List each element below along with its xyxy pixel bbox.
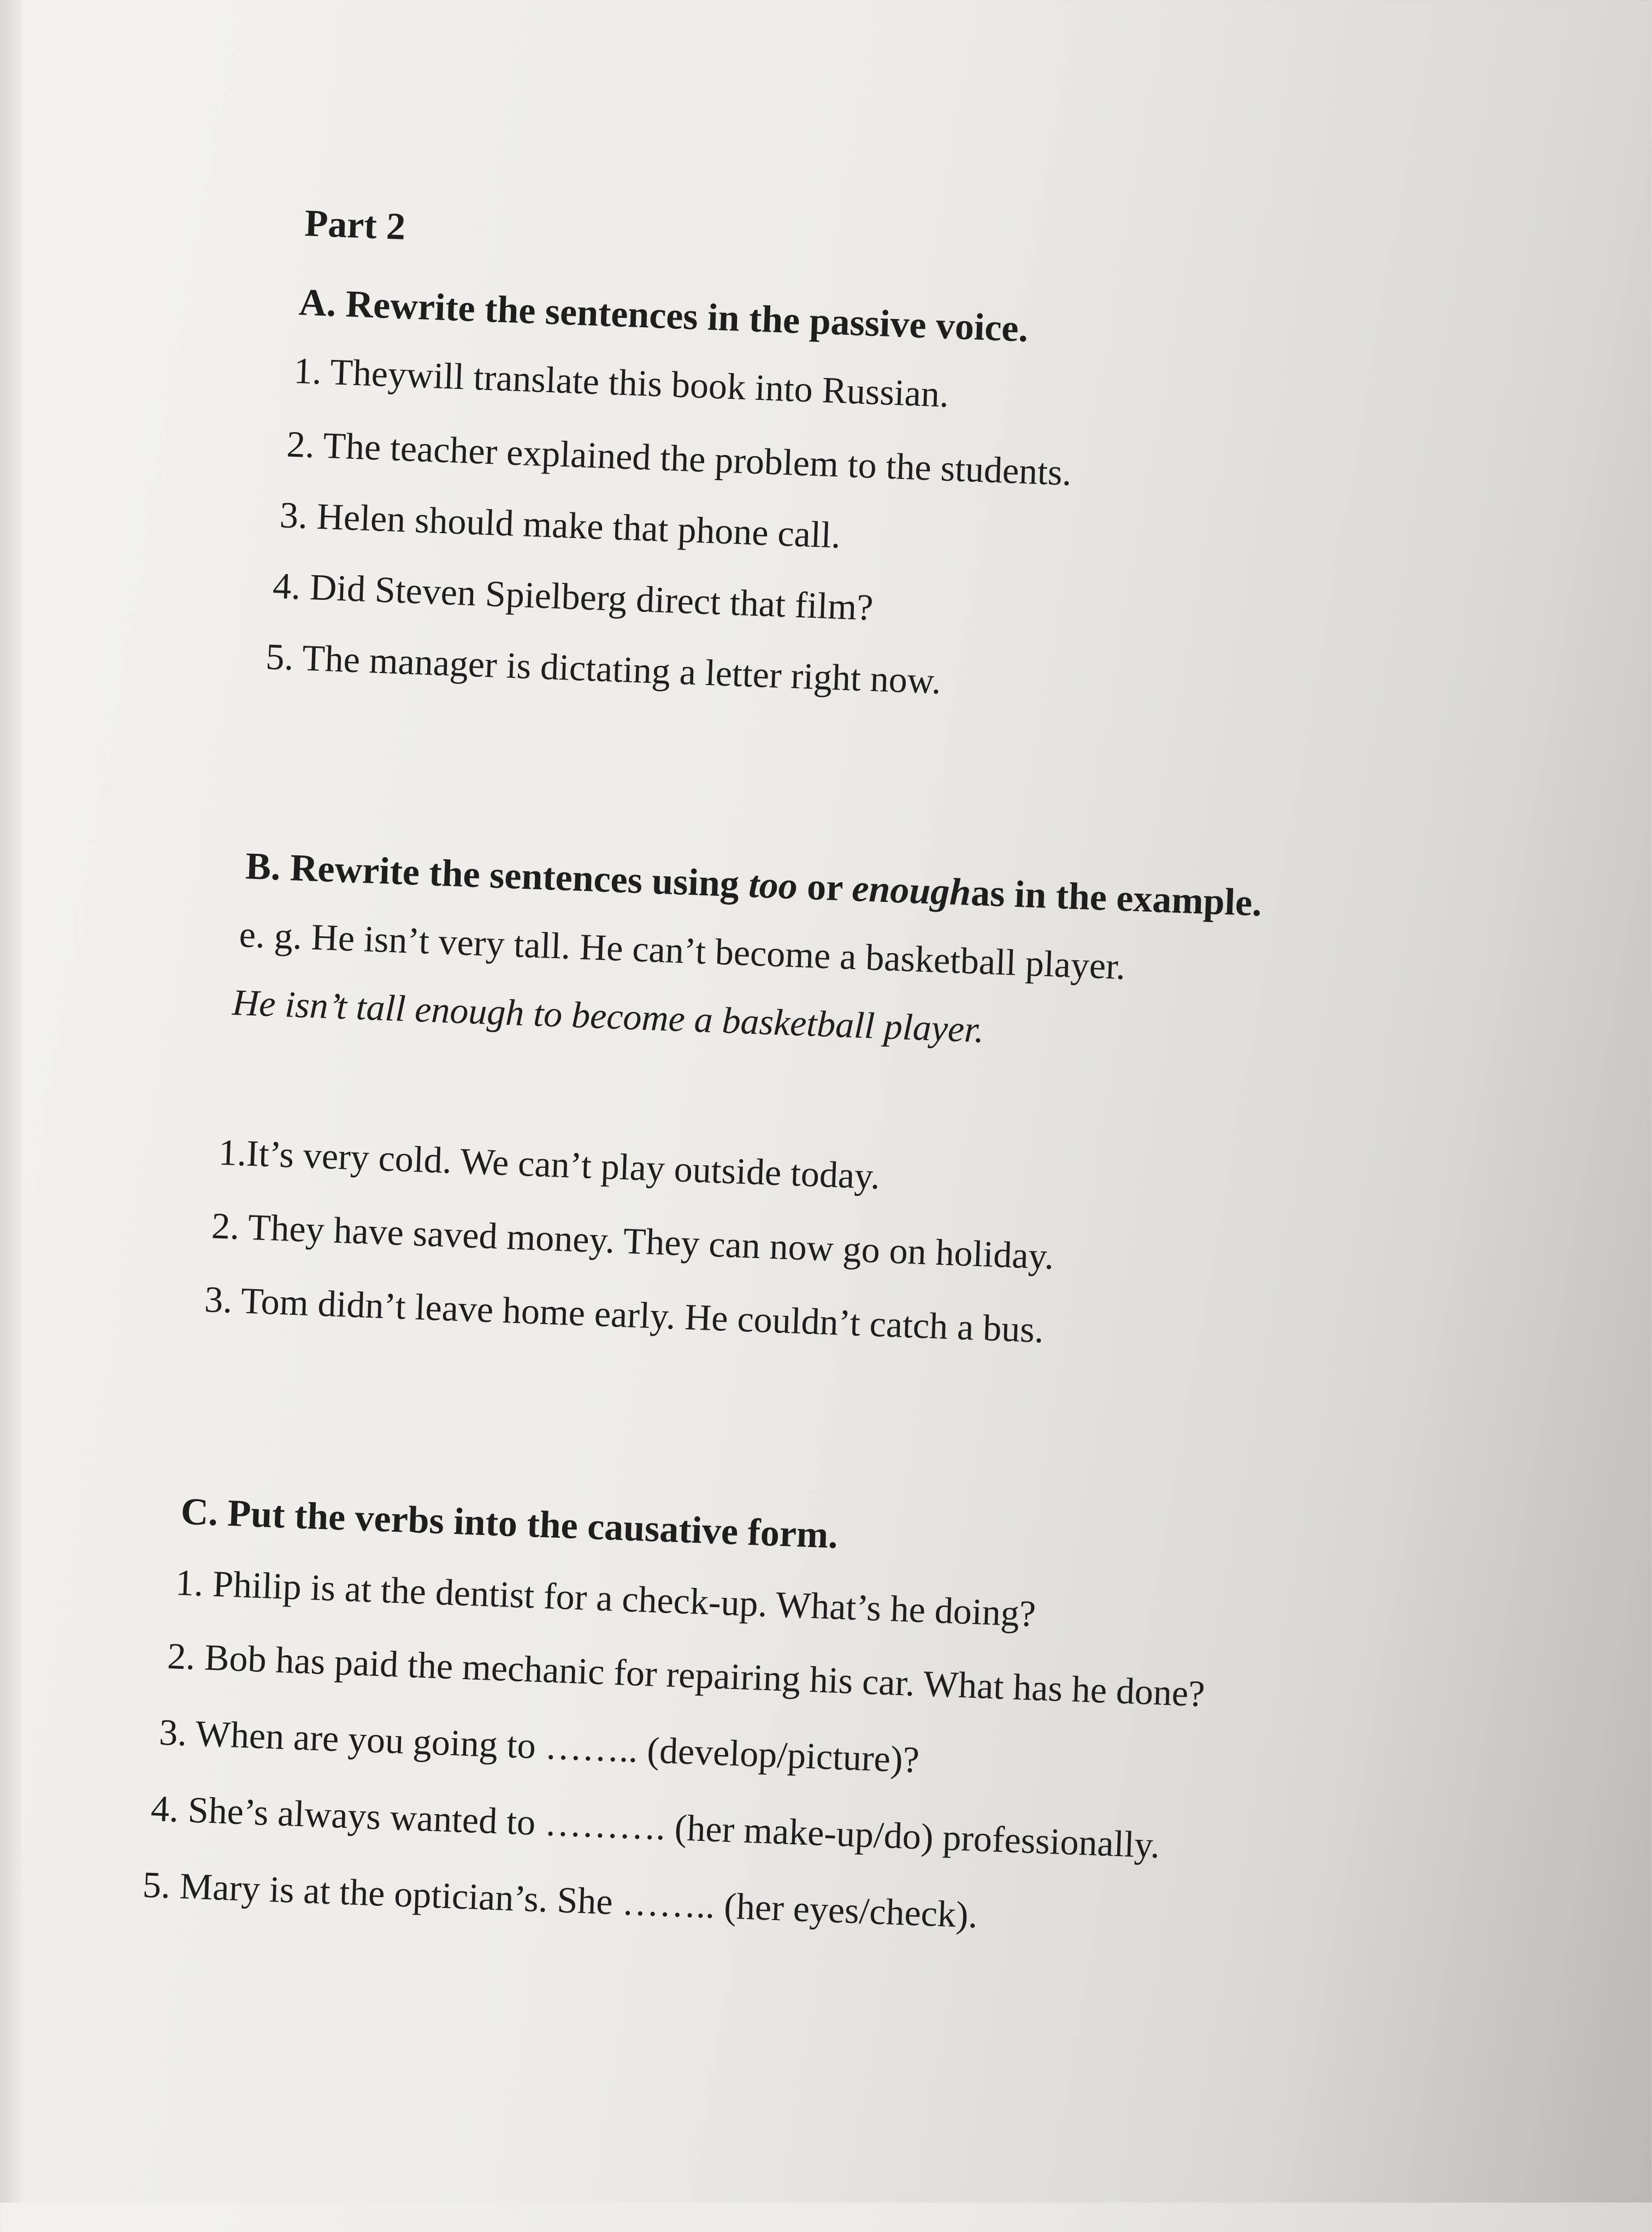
section-a-item-2: 2. The teacher explained the problem to the students. (286, 423, 1072, 494)
section-b-heading-or: or (796, 865, 853, 910)
section-a-item-3: 3. Helen should make that phone call. (279, 494, 842, 556)
section-c-heading: C. Put the verbs into the causative form. (180, 1490, 839, 1557)
section-b-heading-too: too (748, 864, 799, 908)
section-c-item-5: 5. Mary is at the optician’s. She …….. (her eyes/check). (141, 1863, 978, 1936)
section-a-heading: A. Rewrite the sentences in the passive voice. (298, 281, 1029, 351)
section-b-heading-start: B. Rewrite the sentences using (245, 845, 750, 906)
section-b-item-2: 2. They have saved money. They can now go on holiday. (210, 1204, 1055, 1277)
section-b-example: e. g. He isn’t very tall. He can’t become a basketball player. (238, 913, 1126, 988)
section-a-item-4: 4. Did Steven Spielberg direct that film? (272, 564, 874, 628)
part-title: Part 2 (304, 202, 406, 249)
section-b-item-1: 1.It’s very cold. We can’t play outside today. (217, 1131, 881, 1197)
section-b-heading (245, 847, 1262, 923)
section-c-item-1: 1. Philip is at the dentist for a check-up. What’s he doing? (174, 1561, 1037, 1635)
section-c-item-3: 3. When are you going to …….. (develop/picture)? (158, 1711, 921, 1781)
section-b-example-answer: He isn’t tall enough to become a basketball player. (231, 981, 985, 1050)
section-b-item-3: 3. Tom didn’t leave home early. He couldn’t catch a bus. (203, 1278, 1045, 1351)
section-b-heading-end: as in the example. (970, 871, 1263, 925)
section-c-item-4: 4. She’s always wanted to ………. (her make-up/do) professionally. (150, 1787, 1161, 1866)
section-a-item-5: 5. The manager is dictating a letter right now. (265, 635, 942, 702)
section-b-heading-enough: enough (851, 867, 972, 914)
section-a-item-1: 1. Theywill translate this book into Russian. (293, 349, 950, 415)
section-c-item-2: 2. Bob has paid the mechanic for repairing his car. What has he done? (167, 1634, 1206, 1715)
